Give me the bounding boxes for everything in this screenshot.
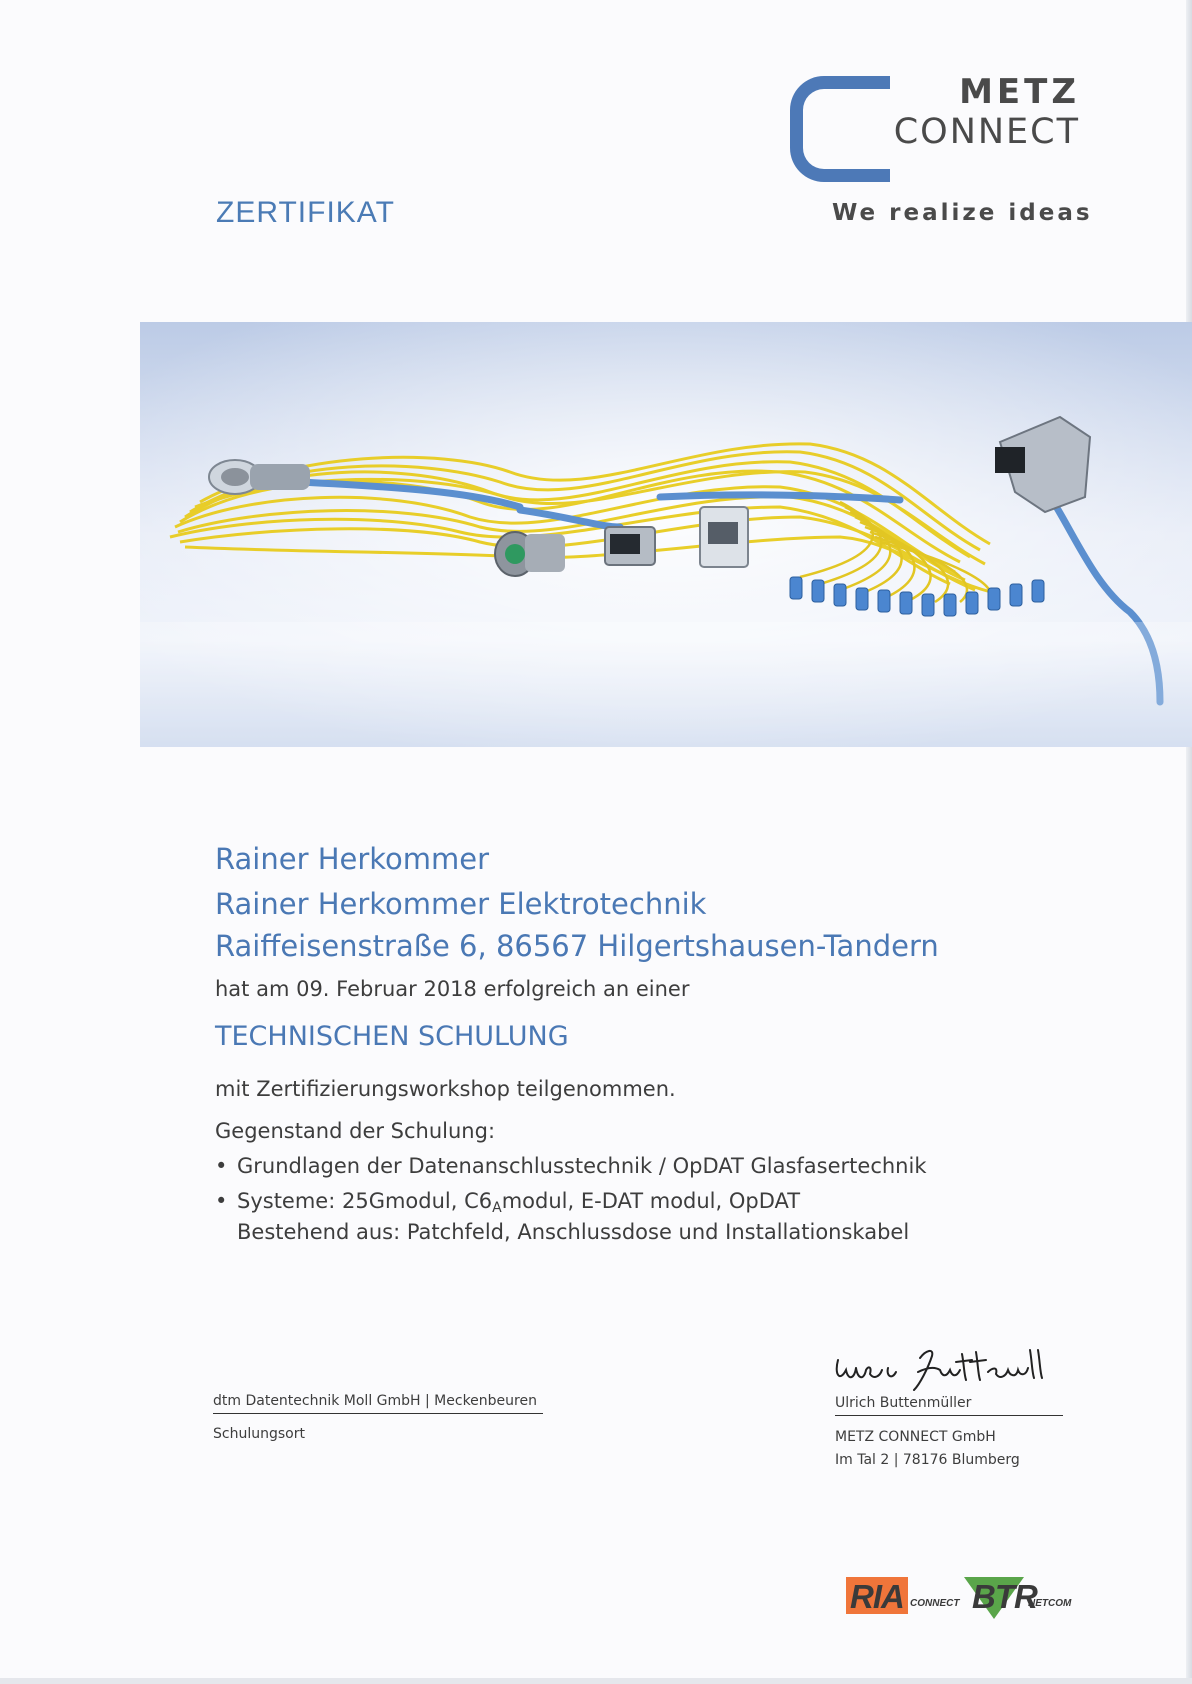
btr-logo-sub: NETCOM bbox=[1028, 1598, 1072, 1609]
certificate-title: ZERTIFIKAT bbox=[216, 196, 395, 229]
training-place: dtm Datentechnik Moll GmbH | Meckenbeuren bbox=[213, 1393, 543, 1414]
handwritten-signature bbox=[830, 1340, 1050, 1396]
bullet-text-1: Grundlagen der Datenanschlusstechnik / OpDAT Glasfasertechnik bbox=[237, 1154, 927, 1178]
logo-connect: CONNECT bbox=[893, 112, 1080, 152]
subject-heading: Gegenstand der Schulung: bbox=[215, 1119, 496, 1143]
metz-connect-logo bbox=[790, 72, 1080, 186]
btr-logo: BTR bbox=[972, 1578, 1037, 1615]
course-title: TECHNISCHEN SCHULUNG bbox=[215, 1021, 569, 1052]
company-address-block bbox=[835, 1426, 1020, 1472]
company-name: METZ CONNECT GmbH bbox=[835, 1429, 996, 1445]
training-place-label: Schulungsort bbox=[213, 1426, 305, 1442]
bullet-text-2-line2: Bestehend aus: Patchfeld, Anschlussdose und Installationskabel bbox=[237, 1220, 910, 1244]
product-photo bbox=[140, 322, 1192, 747]
page-edge bbox=[1186, 0, 1192, 1684]
logo-c-shape bbox=[790, 76, 890, 182]
signer-name: Ulrich Buttenmüller bbox=[835, 1395, 1063, 1416]
ria-logo: RIA bbox=[850, 1578, 904, 1615]
bullet-text-2b: modul, E-DAT modul, OpDAT bbox=[501, 1189, 801, 1213]
ria-logo-sub: CONNECT bbox=[910, 1598, 960, 1609]
logo-metz: METZ bbox=[959, 72, 1080, 112]
tagline: We realize ideas bbox=[832, 200, 1093, 226]
page-bottom-edge bbox=[0, 1678, 1192, 1684]
recipient-name: Rainer Herkommer bbox=[215, 842, 490, 876]
intro-text: hat am 09. Februar 2018 erfolgreich an einer bbox=[215, 977, 690, 1001]
recipient-address: Raiffeisenstraße 6, 86567 Hilgertshausen-Tandern bbox=[215, 929, 939, 963]
bullet-item-2-line2 bbox=[215, 1220, 909, 1244]
bullet-item-1 bbox=[215, 1154, 926, 1178]
bullet-item-2 bbox=[215, 1189, 800, 1216]
bullet-dot: • bbox=[215, 1154, 228, 1178]
bullet-text-2-sub: A bbox=[492, 1200, 502, 1216]
recipient-company: Rainer Herkommer Elektrotechnik bbox=[215, 887, 707, 921]
bullet-text-2a: Systeme: 25Gmodul, C6 bbox=[237, 1189, 493, 1213]
company-address: Im Tal 2 | 78176 Blumberg bbox=[835, 1452, 1020, 1468]
participation-text: mit Zertifizierungsworkshop teilgenommen. bbox=[215, 1077, 676, 1101]
bullet-dot: • bbox=[215, 1189, 228, 1213]
